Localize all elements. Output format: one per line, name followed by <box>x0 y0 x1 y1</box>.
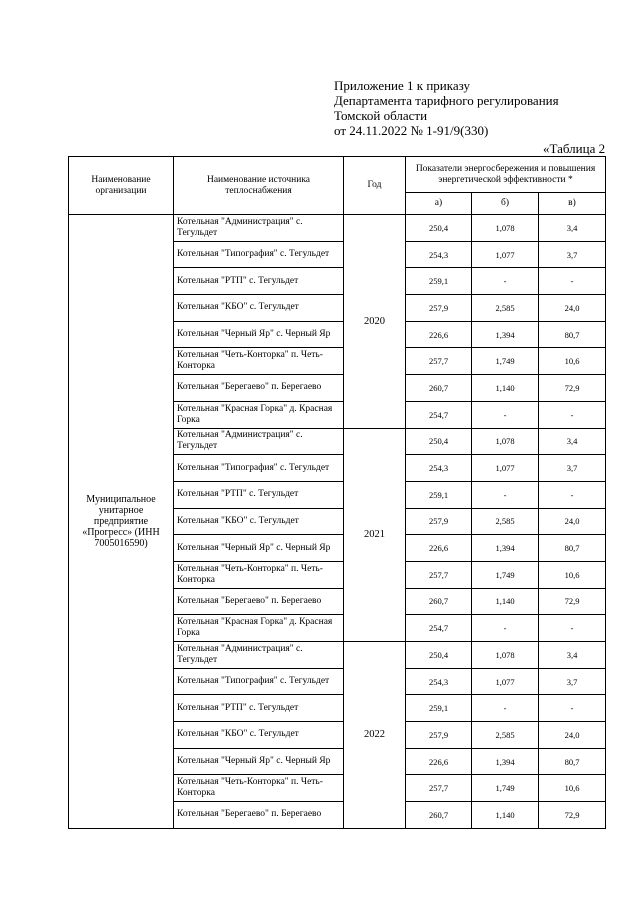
value-cell-c: 3,7 <box>539 241 606 268</box>
source-cell: Котельная "Администрация" с. Тегульдет <box>174 428 344 455</box>
value-cell-b: 1,078 <box>472 642 539 669</box>
value-cell-c: 3,4 <box>539 215 606 242</box>
value-cell-a: 257,9 <box>406 508 472 535</box>
header-organization: Наименование организации <box>69 157 174 215</box>
value-cell-c: - <box>539 401 606 428</box>
source-cell: Котельная "Черный Яр" с. Черный Яр <box>174 321 344 348</box>
value-cell-b: 1,078 <box>472 215 539 242</box>
value-cell-c: 3,4 <box>539 642 606 669</box>
source-cell: Котельная "КБО" с. Тегульдет <box>174 722 344 749</box>
value-cell-a: 250,4 <box>406 215 472 242</box>
value-cell-a: 254,7 <box>406 401 472 428</box>
value-cell-b: 1,749 <box>472 561 539 588</box>
value-cell-b: 1,140 <box>472 802 539 829</box>
value-cell-a: 260,7 <box>406 588 472 615</box>
value-cell-a: 250,4 <box>406 428 472 455</box>
value-cell-b: 2,585 <box>472 295 539 322</box>
value-cell-c: 24,0 <box>539 722 606 749</box>
source-cell: Котельная "Типография" с. Тегульдет <box>174 241 344 268</box>
value-cell-b: - <box>472 695 539 722</box>
source-cell: Котельная "КБО" с. Тегульдет <box>174 295 344 322</box>
source-cell: Котельная "КБО" с. Тегульдет <box>174 508 344 535</box>
value-cell-b: 1,078 <box>472 428 539 455</box>
value-cell-c: 10,6 <box>539 561 606 588</box>
source-cell: Котельная "Черный Яр" с. Черный Яр <box>174 748 344 775</box>
source-cell: Котельная "РТП" с. Тегульдет <box>174 481 344 508</box>
year-cell: 2020 <box>344 215 406 429</box>
value-cell-b: 1,140 <box>472 375 539 402</box>
value-cell-a: 226,6 <box>406 321 472 348</box>
value-cell-c: 72,9 <box>539 802 606 829</box>
value-cell-c: 10,6 <box>539 775 606 802</box>
value-cell-a: 259,1 <box>406 695 472 722</box>
organization-cell: Муниципальное унитарное предприятие «Прогресс» (ИНН 7005016590) <box>69 215 174 829</box>
value-cell-b: 1,077 <box>472 241 539 268</box>
value-cell-a: 257,9 <box>406 295 472 322</box>
source-cell: Котельная "РТП" с. Тегульдет <box>174 695 344 722</box>
year-cell: 2022 <box>344 642 406 829</box>
source-cell: Котельная "Красная Горка" д. Красная Горка <box>174 615 344 642</box>
value-cell-a: 259,1 <box>406 268 472 295</box>
header-source: Наименование источника теплоснабжения <box>174 157 344 215</box>
source-cell: Котельная "РТП" с. Тегульдет <box>174 268 344 295</box>
header-line: Департамента тарифного регулирования <box>334 93 559 108</box>
value-cell-c: 3,7 <box>539 668 606 695</box>
value-cell-c: - <box>539 695 606 722</box>
value-cell-a: 254,7 <box>406 615 472 642</box>
source-cell: Котельная "Красная Горка" д. Красная Горка <box>174 401 344 428</box>
table-row <box>69 215 606 242</box>
value-cell-a: 254,3 <box>406 455 472 482</box>
header-line: от 24.11.2022 № 1-91/9(330) <box>334 123 489 138</box>
value-cell-a: 259,1 <box>406 481 472 508</box>
source-cell: Котельная "Берегаево" п. Берегаево <box>174 375 344 402</box>
source-cell: Котельная "Администрация" с. Тегульдет <box>174 642 344 669</box>
header-line: Томской области <box>334 108 428 123</box>
source-cell: Котельная "Четь-Конторка" п. Четь-Конторка <box>174 348 344 375</box>
value-cell-c: - <box>539 615 606 642</box>
value-cell-b: 1,749 <box>472 775 539 802</box>
value-cell-b: 1,140 <box>472 588 539 615</box>
value-cell-c: 72,9 <box>539 375 606 402</box>
value-cell-c: 3,7 <box>539 455 606 482</box>
value-cell-a: 257,7 <box>406 348 472 375</box>
value-cell-b: - <box>472 615 539 642</box>
value-cell-a: 254,3 <box>406 668 472 695</box>
value-cell-c: 80,7 <box>539 748 606 775</box>
value-cell-c: 24,0 <box>539 295 606 322</box>
source-cell: Котельная "Типография" с. Тегульдет <box>174 668 344 695</box>
value-cell-a: 257,9 <box>406 722 472 749</box>
value-cell-b: 2,585 <box>472 722 539 749</box>
value-cell-b: - <box>472 268 539 295</box>
value-cell-a: 226,6 <box>406 535 472 562</box>
header-col-a: а) <box>406 193 472 215</box>
value-cell-c: 80,7 <box>539 321 606 348</box>
value-cell-b: 2,585 <box>472 508 539 535</box>
header-year: Год <box>344 157 406 215</box>
value-cell-c: 24,0 <box>539 508 606 535</box>
value-cell-b: 1,394 <box>472 321 539 348</box>
value-cell-b: 1,749 <box>472 348 539 375</box>
value-cell-a: 226,6 <box>406 748 472 775</box>
value-cell-a: 257,7 <box>406 775 472 802</box>
value-cell-a: 260,7 <box>406 802 472 829</box>
value-cell-c: 72,9 <box>539 588 606 615</box>
value-cell-b: 1,394 <box>472 748 539 775</box>
value-cell-b: 1,077 <box>472 668 539 695</box>
order-header <box>334 78 559 138</box>
value-cell-a: 254,3 <box>406 241 472 268</box>
table-caption: «Таблица 2 <box>543 141 606 156</box>
source-cell: Котельная "Берегаево" п. Берегаево <box>174 588 344 615</box>
table-body <box>69 215 606 829</box>
source-cell: Котельная "Четь-Конторка" п. Четь-Конторка <box>174 775 344 802</box>
value-cell-c: 10,6 <box>539 348 606 375</box>
value-cell-b: - <box>472 401 539 428</box>
year-cell: 2021 <box>344 428 406 642</box>
value-cell-b: - <box>472 481 539 508</box>
value-cell-c: - <box>539 481 606 508</box>
header-line: Приложение 1 к приказу <box>334 78 471 93</box>
value-cell-c: - <box>539 268 606 295</box>
source-cell: Котельная "Типография" с. Тегульдет <box>174 455 344 482</box>
source-cell: Котельная "Четь-Конторка" п. Четь-Конторка <box>174 561 344 588</box>
value-cell-a: 250,4 <box>406 642 472 669</box>
header-indicators: Показатели энергосбережения и повышения энергетической эффективности * <box>406 157 606 193</box>
value-cell-c: 3,4 <box>539 428 606 455</box>
value-cell-a: 260,7 <box>406 375 472 402</box>
header-col-c: в) <box>539 193 606 215</box>
source-cell: Котельная "Черный Яр" с. Черный Яр <box>174 535 344 562</box>
tariff-table <box>68 156 606 829</box>
source-cell: Котельная "Берегаево" п. Берегаево <box>174 802 344 829</box>
value-cell-c: 80,7 <box>539 535 606 562</box>
value-cell-b: 1,394 <box>472 535 539 562</box>
source-cell: Котельная "Администрация" с. Тегульдет <box>174 215 344 242</box>
value-cell-a: 257,7 <box>406 561 472 588</box>
value-cell-b: 1,077 <box>472 455 539 482</box>
header-col-b: б) <box>472 193 539 215</box>
